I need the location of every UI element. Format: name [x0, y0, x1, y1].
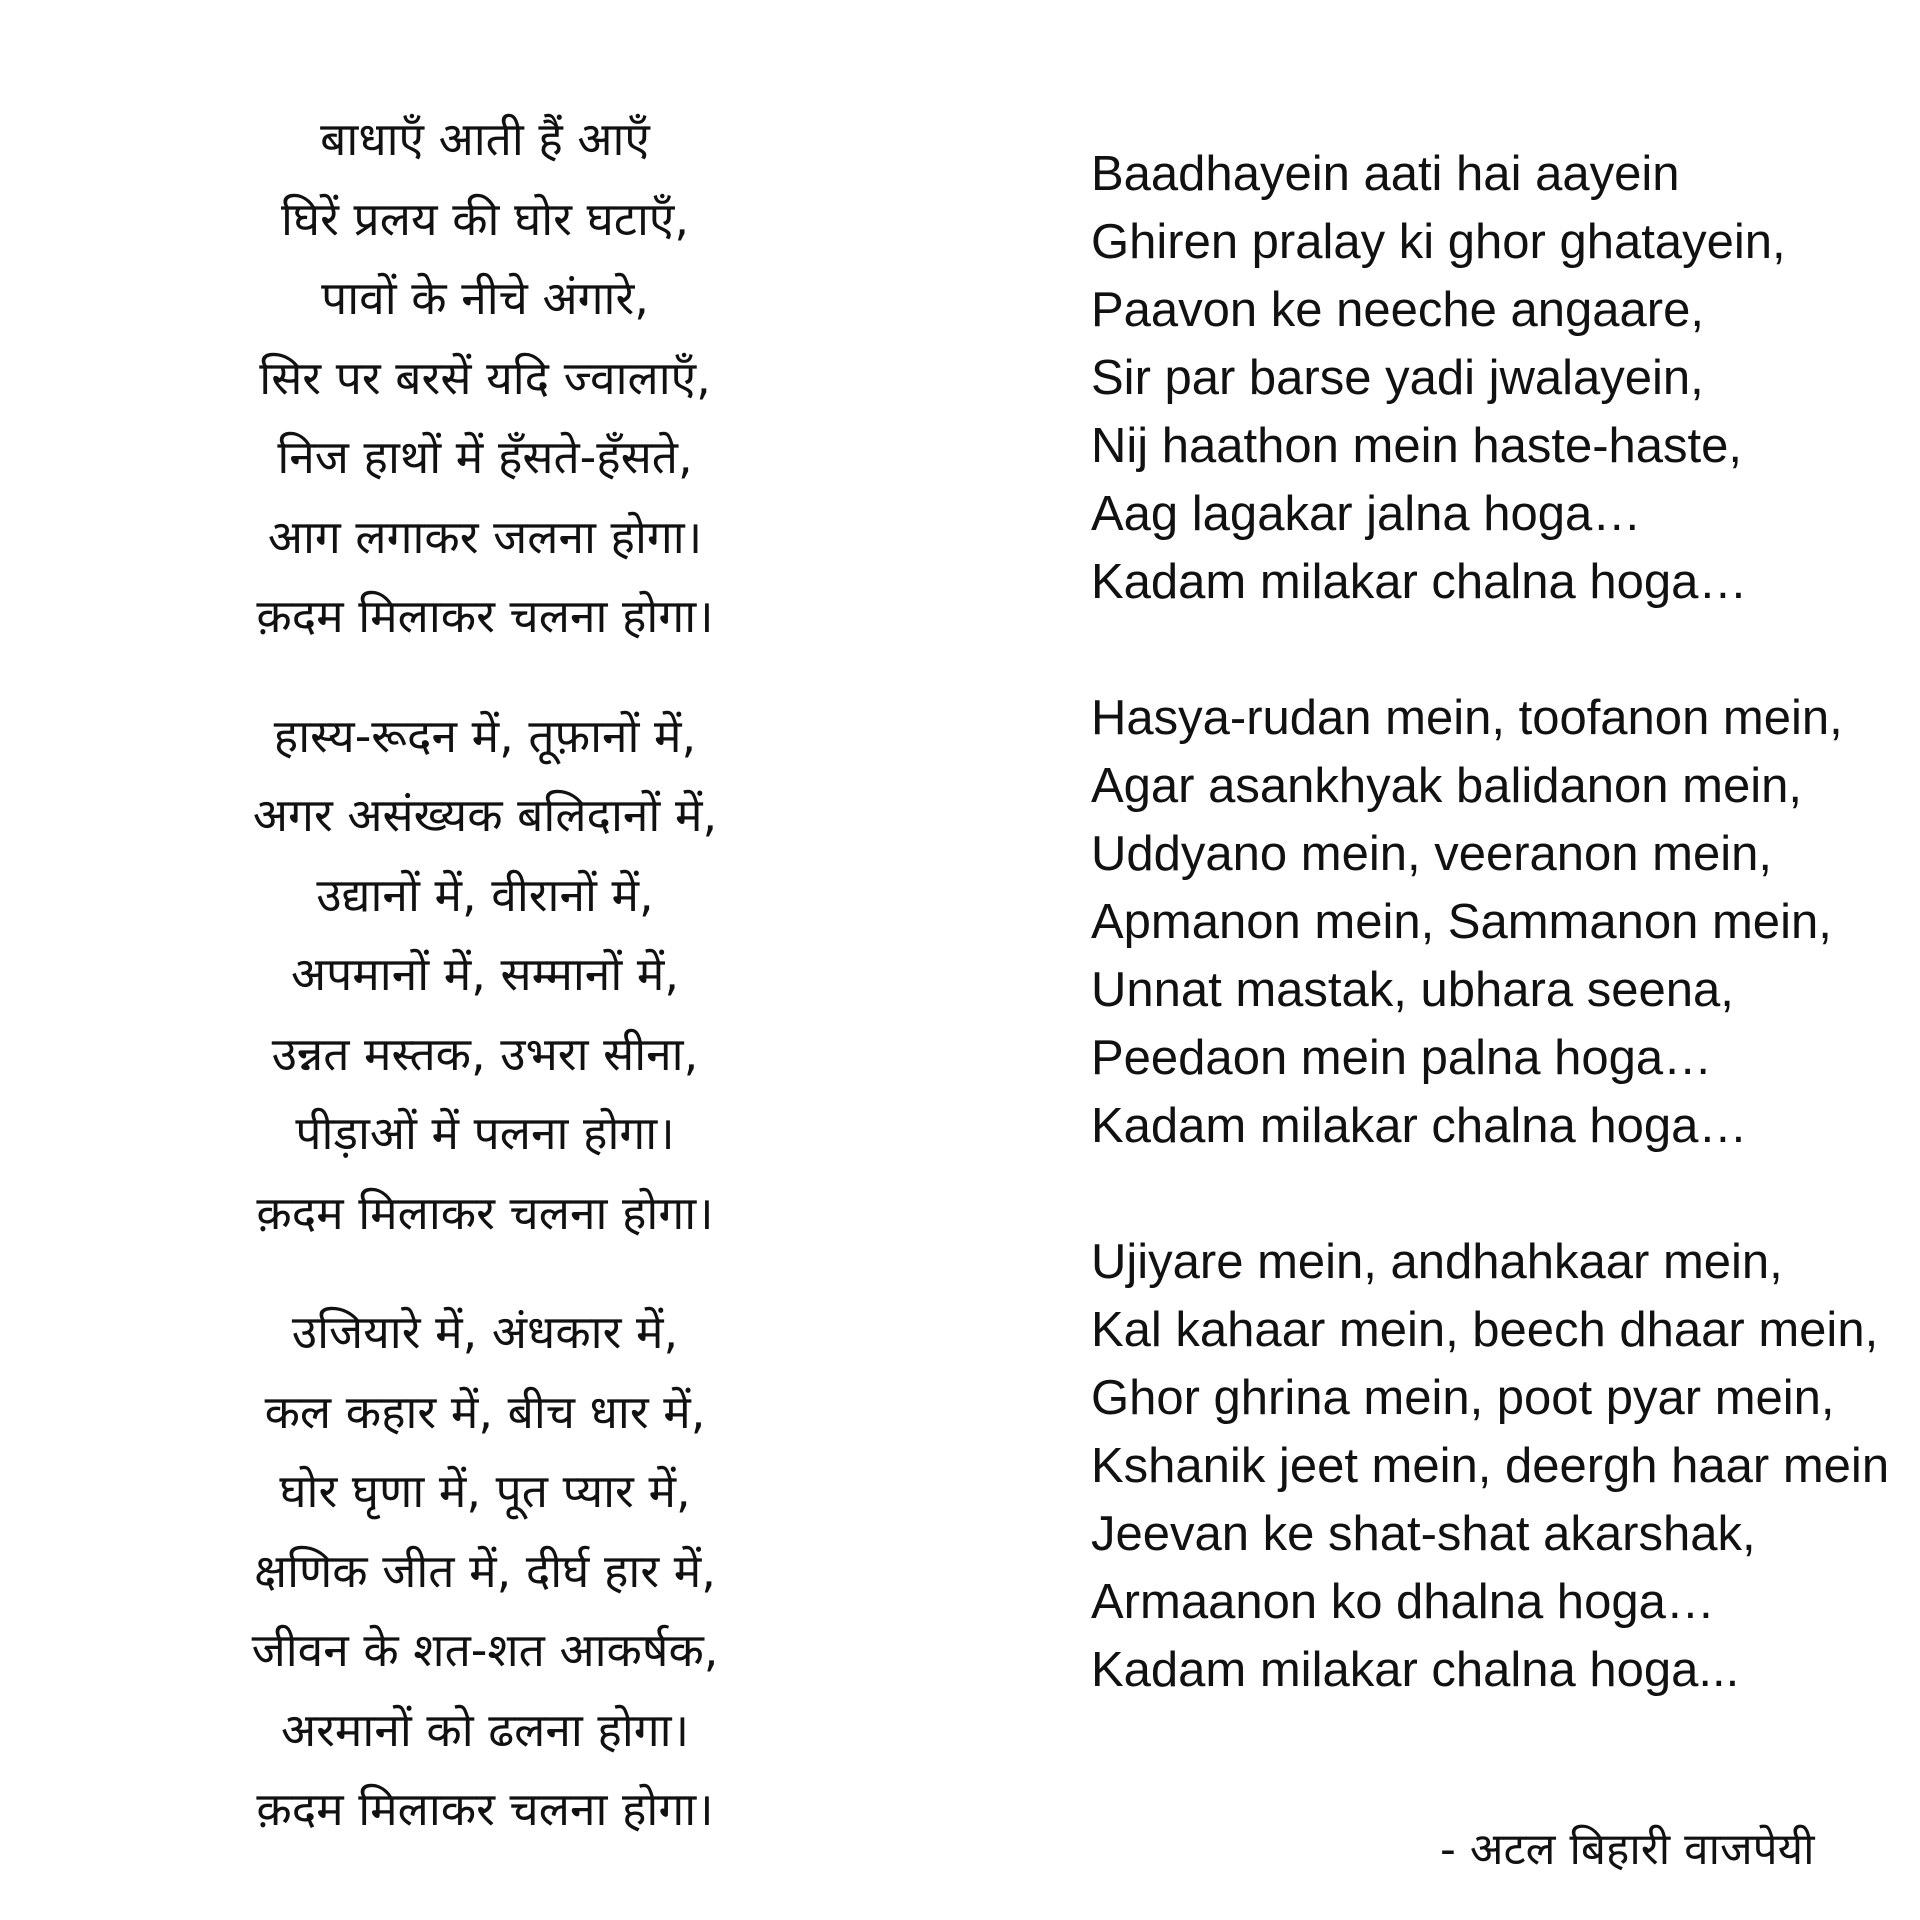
- poem-line: अगर असंख्यक बलिदानों में,: [252, 788, 718, 842]
- poem-line: Apmanon mein, Sammanon mein,: [1091, 895, 1832, 949]
- poem-line: Jeevan ke shat-shat akarshak,: [1091, 1507, 1756, 1561]
- poem-line: सिर पर बरसें यदि ज्वालाएँ,: [259, 350, 711, 405]
- poem-line: आग लगाकर जलना होगा।: [267, 509, 703, 564]
- poem-line: उजियारे में, अंधकार में,: [291, 1305, 679, 1359]
- poem-refrain-line: क़दम मिलाकर चलना होगा।: [256, 1782, 714, 1836]
- roman-stanza-2: [1091, 684, 1920, 1160]
- poem-line: पावों के नीचे अंगारे,: [321, 271, 649, 325]
- poem-line: Hasya-rudan mein, toofanon mein,: [1091, 691, 1843, 745]
- roman-stanza-3: [1091, 1228, 1920, 1704]
- poem-line: Ghor ghrina mein, poot pyar mein,: [1091, 1371, 1835, 1425]
- poem-refrain-line: क़दम मिलाकर चलना होगा।: [256, 589, 714, 643]
- poem-line: घोर घृणा में, पूत प्यार में,: [279, 1464, 691, 1518]
- poem-line: अरमानों को ढलना होगा।: [280, 1702, 690, 1757]
- hindi-stanza-1: [170, 100, 800, 657]
- poem-line: निज हाथों में हँसते-हँसते,: [277, 430, 693, 484]
- roman-stanza-1: [1091, 140, 1920, 616]
- poem-refrain-line: Kadam milakar chalna hoga…: [1091, 555, 1748, 609]
- poem-line: Baadhayein aati hai aayein: [1091, 147, 1680, 201]
- poem-line: Armaanon ko dhalna hoga…: [1091, 1575, 1715, 1629]
- transliterated-poem: [1091, 140, 1920, 1704]
- hindi-stanza-2: [170, 697, 800, 1254]
- poet-attribution: - अटल बिहारी वाजपेयी: [1440, 1824, 1815, 1875]
- poem-line: Peedaon mein palna hoga…: [1091, 1031, 1713, 1085]
- poem-line: Paavon ke neeche angaare,: [1091, 283, 1704, 337]
- poem-line: अपमानों में, सम्मानों में,: [291, 947, 679, 1001]
- poem-line: उन्नत मस्तक, उभरा सीना,: [271, 1026, 699, 1081]
- poem-line: जीवन के शत-शत आकर्षक,: [251, 1623, 719, 1677]
- hindi-stanza-3: [170, 1293, 800, 1850]
- poem-line: Ujiyare mein, andhahkaar mein,: [1091, 1235, 1783, 1289]
- poem-line: हास्य-रूदन में, तूफ़ानों में,: [273, 708, 697, 763]
- poem-line: घिरें प्रलय की घोर घटाएँ,: [281, 191, 689, 246]
- hindi-poem: [170, 100, 800, 1850]
- poem-line: बाधाएँ आती हैं आएँ: [320, 112, 650, 166]
- poem-line: उद्यानों में, वीरानों में,: [316, 867, 654, 922]
- poem-line: Kal kahaar mein, beech dhaar mein,: [1091, 1303, 1879, 1357]
- poem-refrain-line: Kadam milakar chalna hoga...: [1091, 1643, 1740, 1697]
- poem-refrain-line: Kadam milakar chalna hoga…: [1091, 1099, 1748, 1153]
- poem-line: Sir par barse yadi jwalayein,: [1091, 351, 1704, 405]
- poem-line: Nij haathon mein haste-haste,: [1091, 419, 1742, 473]
- poem-refrain-line: क़दम मिलाकर चलना होगा।: [256, 1185, 714, 1240]
- poem-line: Uddyano mein, veeranon mein,: [1091, 827, 1772, 881]
- poem-line: कल कहार में, बीच धार में,: [264, 1384, 706, 1439]
- poem-line: Ghiren pralay ki ghor ghatayein,: [1091, 215, 1786, 269]
- poem-line: Unnat mastak, ubhara seena,: [1091, 963, 1734, 1017]
- poem-line: Aag lagakar jalna hoga…: [1091, 487, 1642, 541]
- poem-line: Kshanik jeet mein, deergh haar mein: [1091, 1439, 1890, 1493]
- poem-line: पीड़ाओं में पलना होगा।: [295, 1106, 675, 1160]
- poem-line: क्षणिक जीत में, दीर्घ हार में,: [254, 1543, 716, 1598]
- poem-line: Agar asankhyak balidanon mein,: [1091, 759, 1802, 813]
